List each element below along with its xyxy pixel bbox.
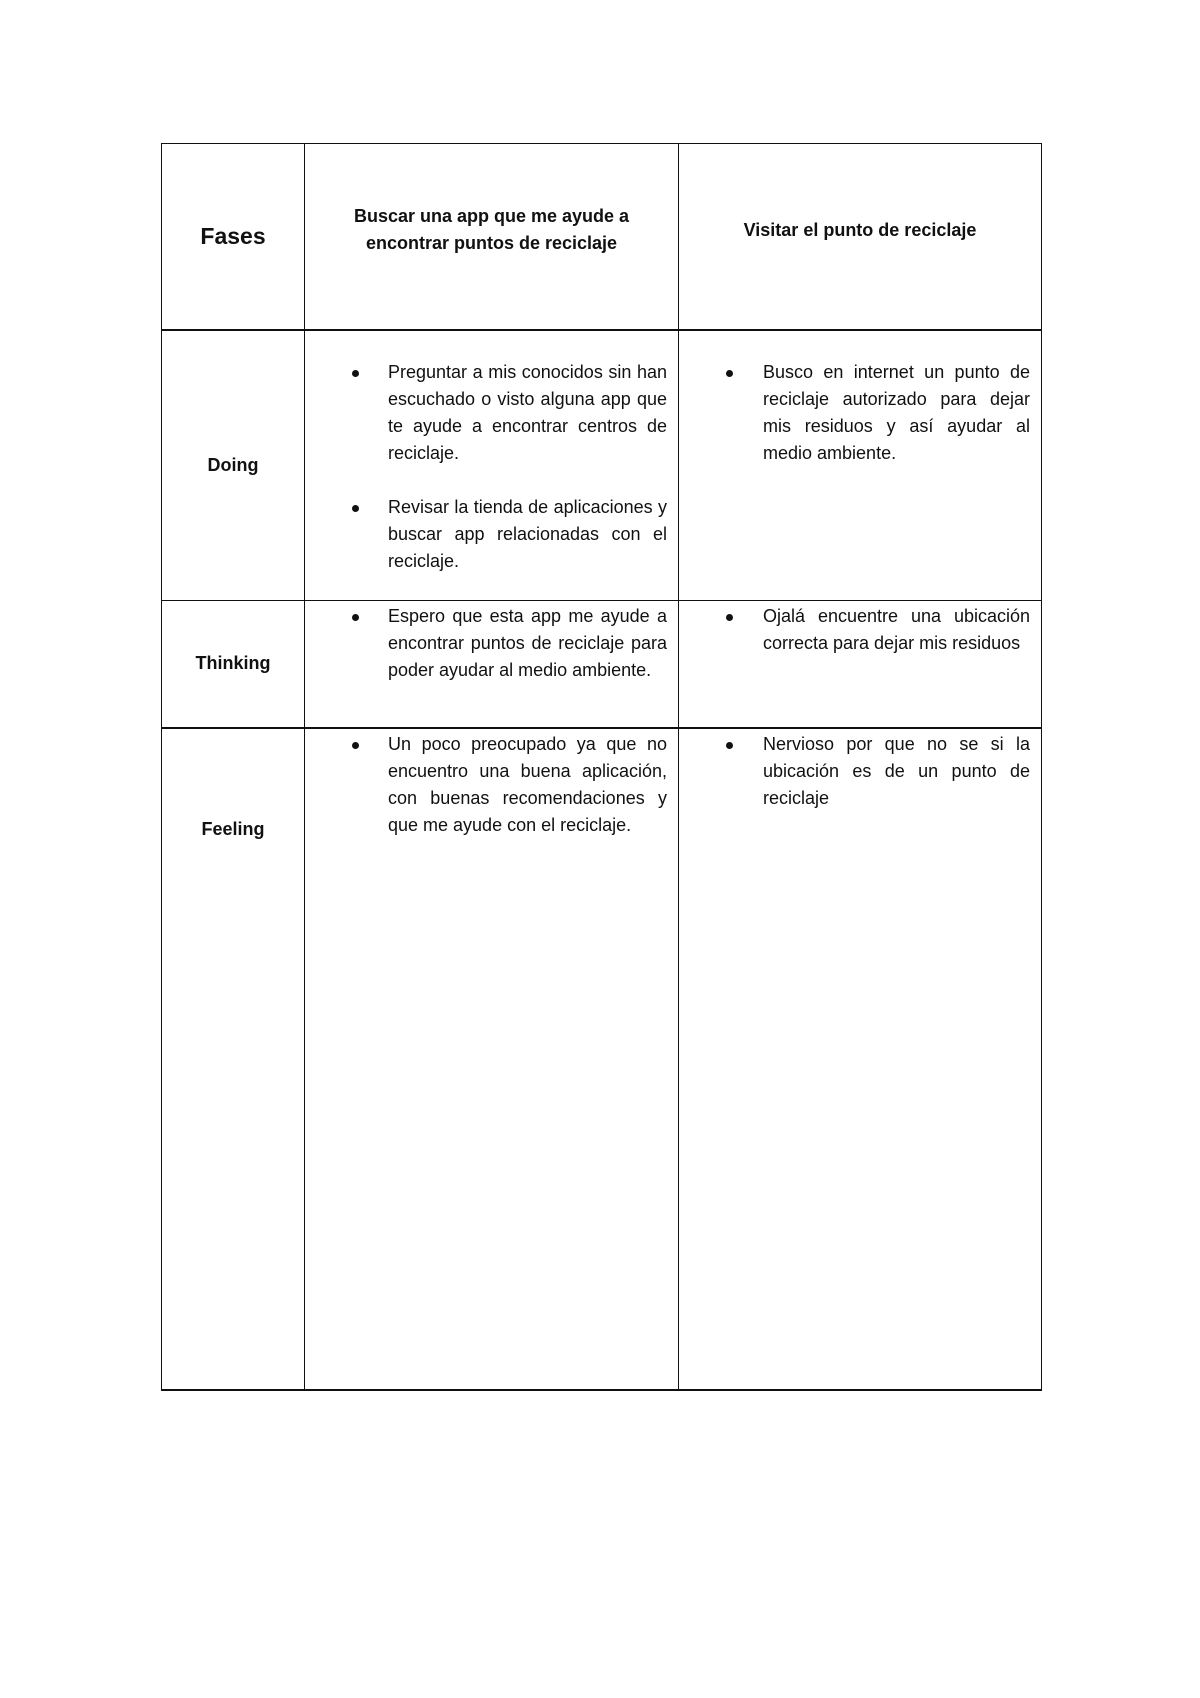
row-label-thinking: Thinking xyxy=(195,653,271,674)
bullet-icon xyxy=(352,742,359,749)
thinking-phase-2-list xyxy=(679,603,1041,657)
feeling-phase-2-cell xyxy=(679,728,1042,1390)
phases-header-label: Fases xyxy=(200,222,266,249)
list-item-text: Un poco preocupado ya que no encuentro una buena aplicación, con buenas recomendaciones y que me ayude con el reciclaje. xyxy=(388,733,667,835)
list-item xyxy=(679,603,1041,657)
doing-phase-1-list xyxy=(305,359,678,575)
list-item xyxy=(305,731,678,839)
doing-phase-2-cell xyxy=(679,330,1042,601)
phase-1-header-cell xyxy=(305,144,679,330)
feeling-phase-2-list xyxy=(679,731,1041,812)
thinking-phase-1-cell xyxy=(305,601,679,728)
phase-1-title: Buscar una app que me ayude a encontrar puntos de reciclaje xyxy=(353,206,630,254)
table-row-feeling xyxy=(162,728,1042,1390)
table-row-doing xyxy=(162,330,1042,601)
bullet-icon xyxy=(352,614,359,621)
thinking-phase-1-list xyxy=(305,603,678,684)
row-label-feeling: Feeling xyxy=(201,818,265,839)
row-label-cell-doing xyxy=(162,330,305,601)
list-item-text: Revisar la tienda de aplicaciones y buscar app relacionadas con el reciclaje. xyxy=(388,496,667,571)
row-label-doing: Doing xyxy=(207,454,259,475)
table-header-row xyxy=(162,144,1042,330)
list-item-text: Busco en internet un punto de reciclaje autorizado para dejar mis residuos y así ayudar al medio ambiente. xyxy=(763,361,1030,463)
row-label-cell-feeling xyxy=(162,728,305,1390)
doing-phase-2-list xyxy=(679,359,1041,467)
bullet-icon xyxy=(726,614,733,621)
list-item xyxy=(679,359,1041,467)
list-item-text: Ojalá encuentre una ubicación correcta para dejar mis residuos xyxy=(763,606,1030,653)
doing-phase-1-cell xyxy=(305,330,679,601)
list-item xyxy=(305,603,678,684)
list-item-text: Preguntar a mis conocidos sin han escuchado o visto alguna app que te ayude a encontrar centros de reciclaje. xyxy=(388,361,667,463)
row-label-cell-thinking xyxy=(162,601,305,728)
bullet-icon xyxy=(726,370,733,377)
list-item xyxy=(679,731,1041,812)
feeling-phase-1-cell xyxy=(305,728,679,1390)
bullet-icon xyxy=(726,742,733,749)
thinking-phase-2-cell xyxy=(679,601,1042,728)
list-item xyxy=(305,494,678,575)
list-item-text: Espero que esta app me ayude a encontrar puntos de reciclaje para poder ayudar al medio ambiente. xyxy=(388,606,667,680)
list-item xyxy=(305,359,678,467)
phases-header-cell xyxy=(162,144,305,330)
journey-map-table xyxy=(161,143,1042,1391)
bullet-icon xyxy=(352,370,359,377)
list-item-text: Nervioso por que no se si la ubicación es de un punto de reciclaje xyxy=(763,733,1030,808)
phase-2-header-cell xyxy=(679,144,1042,330)
phase-2-title: Visitar el punto de reciclaje xyxy=(743,219,977,240)
feeling-phase-1-list xyxy=(305,731,678,839)
table-row-thinking xyxy=(162,601,1042,728)
bullet-icon xyxy=(352,505,359,512)
